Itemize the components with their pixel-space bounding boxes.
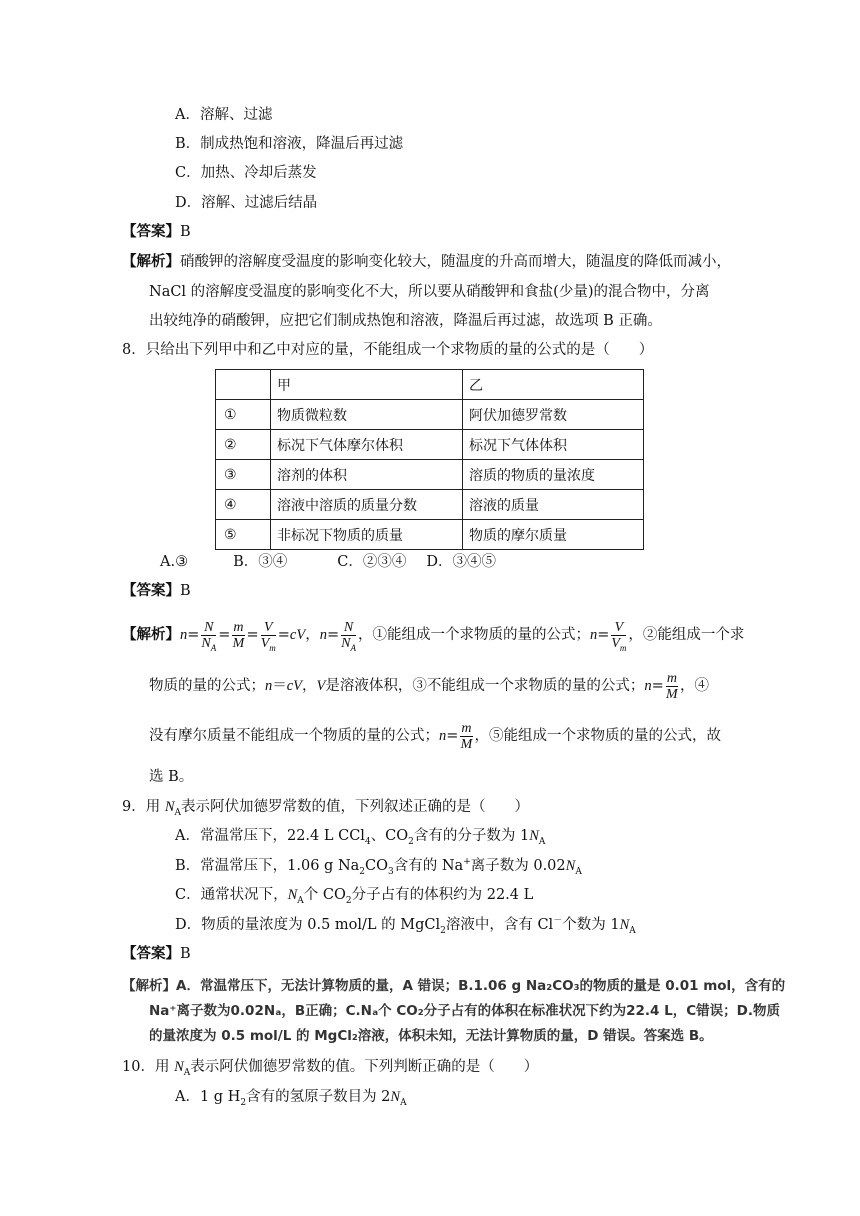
formula-fraction: $\frac{m}{M}$ (666, 670, 678, 702)
table-cell: 溶液中溶质的质量分数 (271, 490, 463, 520)
q7-option-b: B．制成热饱和溶液，降温后再过滤 (175, 136, 404, 152)
q9-analysis-line-3: 的量浓度为 0.5 mol/L 的 MgCl₂溶液，体积未知，无法计算物质的量，D 错误。答案选 B。 (149, 1028, 713, 1044)
q9-analysis-line-2: Na⁺离子数为0.02Nₐ，B正确；C.Nₐ个 CO₂分子占有的体积在标准状况下约为22.4 L，C错误；D.物质 (149, 1003, 780, 1019)
analysis-tag: 【解析】 (122, 627, 180, 643)
q7-option-a: A．溶解、过滤 (175, 107, 273, 123)
table-row (216, 370, 644, 400)
answer-tag: 【答案】 (122, 224, 180, 240)
answer-value: B (180, 583, 191, 599)
q8-answer (122, 581, 191, 601)
analysis-text: 硝酸钾的溶解度受温度的影响变化较大，随温度的升高而增大，随温度的降低而减小， (180, 254, 731, 270)
table-cell: 甲 (271, 370, 463, 400)
q7-analysis-line-3: 出较纯净的硝酸钾，应把它们制成热饱和溶液，降温后再过滤，故选项 B 正确。 (149, 313, 662, 329)
table-cell: 物质的摩尔质量 (463, 520, 644, 550)
q8-option-d: D．③④⑤ (426, 554, 496, 570)
q10-stem: 10．用 $N_A$表示阿伏伽德罗常数的值。下列判断正确的是（ ） (122, 1059, 539, 1078)
formula-fraction: $\frac{N}{N_A}$ (341, 619, 356, 653)
answer-value: B (180, 946, 191, 962)
table-row (216, 400, 644, 430)
table-cell: 物质微粒数 (271, 400, 463, 430)
q7-analysis-line-1 (122, 252, 731, 272)
formula-fraction: $\frac{m}{M}$ (460, 720, 473, 752)
q8-analysis-line-2: 物质的量的公式；n＝cV，V是溶液体积，③不能组成一个求物质的量的公式；n= $\frac{m}{M}$ ，④ (149, 670, 709, 702)
q8-stem: 8．只给出下列甲中和乙中对应的量，不能组成一个求物质的量的公式的是（ ） (122, 342, 654, 358)
analysis-tag: 【解析】 (122, 254, 180, 270)
q9-option-d: D．物质的量浓度为 0.5 mol/L 的 MgCl$_2$溶液中，含有 Cl－个数为 $1N_A$ (175, 916, 636, 936)
q9-answer (122, 944, 191, 964)
answer-tag: 【答案】 (122, 946, 180, 962)
table-cell: 溶液的质量 (463, 490, 644, 520)
q8-option-a: A.③ (160, 554, 189, 570)
table-cell: 标况下气体体积 (463, 430, 644, 460)
formula-fraction: $\frac{m}{M}$ (232, 619, 245, 651)
table-cell: ① (216, 400, 271, 430)
table-cell: 溶质的物质的量浓度 (463, 460, 644, 490)
q9-option-b: B．常温常压下，1.06 g $Na_2CO_3$含有的 Na+离子数为 $0.02N_A$ (175, 857, 582, 877)
table-cell (216, 370, 271, 400)
q9-analysis-line-1: 【解析】A．常温常压下，无法计算物质的量，A 错误；B.1.06 g Na₂CO₃的物质的量是 0.01 mol，含有的 (122, 978, 786, 994)
q9-stem: 9．用 $N_A$表示阿伏加德罗常数的值，下列叙述正确的是（ ） (122, 799, 530, 818)
table-cell: ② (216, 430, 271, 460)
table-cell: 标况下气体摩尔体积 (271, 430, 463, 460)
answer-tag: 【答案】 (122, 583, 180, 599)
table-cell: ③ (216, 460, 271, 490)
q7-analysis-line-2: NaCl 的溶解度受温度的影响变化不大，所以要从硝酸钾和食盐(少量)的混合物中，分离 (149, 284, 710, 300)
analysis-tag: 【解析】 (122, 978, 176, 994)
q8-analysis-line-3: 没有摩尔质量不能组成一个物质的量的公式；n= $\frac{m}{M}$ ，⑤能组成一个求物质的量的公式，故 (149, 720, 722, 752)
q8-options (160, 552, 496, 572)
q9-option-a: A．常温常压下，22.4 L CCl$_4$、$CO_2$含有的分子数为 $1N_A$ (175, 828, 546, 847)
q8-table (215, 369, 644, 550)
q8-option-b: B．③④ (233, 554, 288, 570)
q8-option-c: C．②③④ (337, 554, 407, 570)
table-cell: 溶剂的体积 (271, 460, 463, 490)
table-cell: ④ (216, 490, 271, 520)
formula-fraction: $\frac{V}{V_m}$ (260, 619, 276, 653)
q8-analysis-line-4: 选 B。 (149, 769, 194, 785)
table-cell: 非标况下物质的质量 (271, 520, 463, 550)
q7-option-c: C．加热、冷却后蒸发 (175, 165, 317, 181)
q7-answer (122, 222, 191, 242)
answer-value: B (180, 224, 191, 240)
q7-option-d: D．溶解、过滤后结晶 (175, 195, 318, 211)
table-cell: 阿伏加德罗常数 (463, 400, 644, 430)
table-row (216, 460, 644, 490)
q9-option-c: C．通常状况下，$N_A$个 $CO_2$分子占有的体积约为 22.4 L (175, 887, 534, 906)
formula-fraction: $\frac{V}{V_m}$ (611, 619, 627, 653)
q10-option-a: A．1 g $H_2$含有的氢原子数目为 $2N_A$ (175, 1089, 407, 1108)
table-cell: ⑤ (216, 520, 271, 550)
table-cell: 乙 (463, 370, 644, 400)
table-row (216, 520, 644, 550)
formula-fraction: $\frac{N}{N_A}$ (201, 619, 217, 653)
table-row (216, 430, 644, 460)
table-row (216, 490, 644, 520)
q8-analysis-line-1: 【解析】n= $\frac{N}{N_A}$ = $\frac{m}{M}$ = $\frac{V}{V_m}$ =cV，n= $\frac{N}{N_A}$ ，①能组成一个求物质的量的公式；n= $\frac{V}{V_m}$ ，②能组成一个求 (122, 619, 745, 653)
